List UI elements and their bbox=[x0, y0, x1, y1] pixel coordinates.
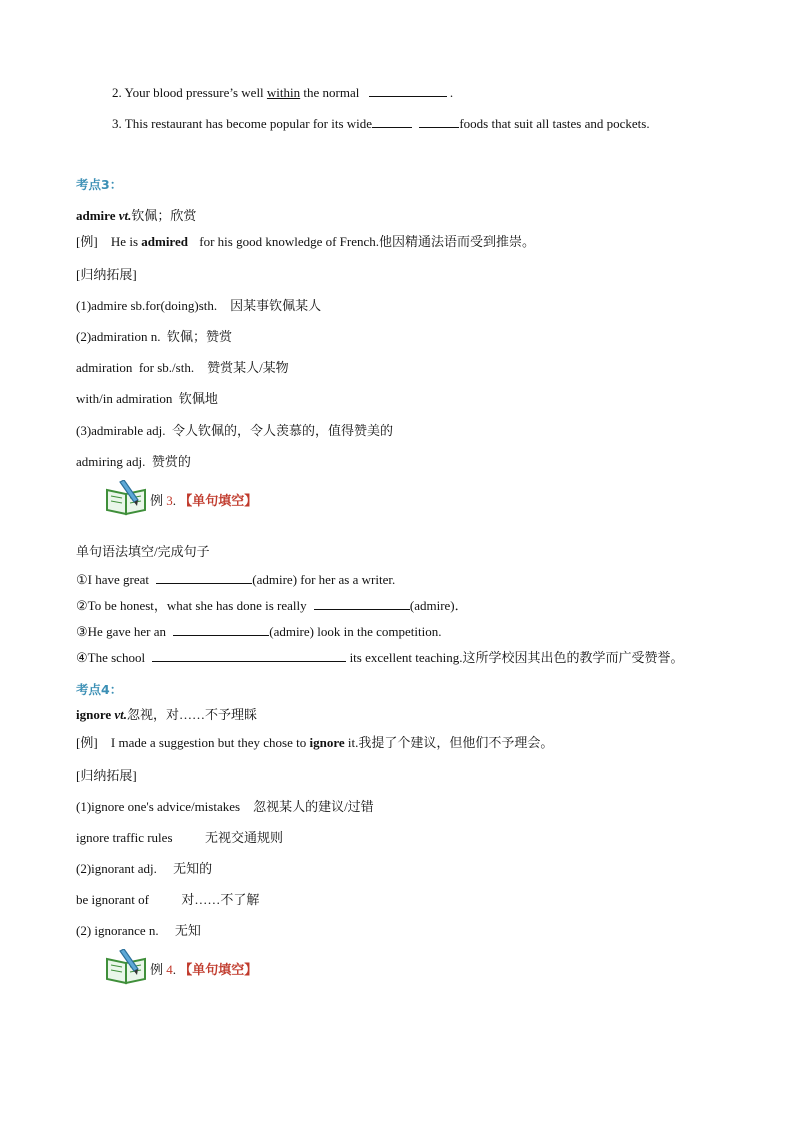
kaodian3-headword bbox=[76, 208, 196, 224]
kaodian3-example bbox=[76, 234, 535, 250]
example-dot: . bbox=[172, 493, 180, 508]
underlined-word: within bbox=[266, 85, 301, 100]
line-text: 2. Your blood pressure’s well bbox=[112, 85, 267, 100]
bracket: 】 bbox=[244, 963, 258, 978]
question-text: (admire)． bbox=[409, 598, 468, 613]
kaodian3-item: admiration for sb./sth. 赞赏某人/某物 bbox=[76, 360, 289, 375]
headword: ignore bbox=[76, 707, 112, 722]
example-tag: [例] bbox=[76, 735, 98, 750]
example-text: I made a suggestion but they chose to bbox=[110, 735, 310, 750]
example3-question-4 bbox=[76, 649, 684, 666]
line-text: the normal bbox=[300, 85, 360, 100]
line-text: 3. This restaurant has become popular for its wide bbox=[112, 116, 373, 131]
example-keyword: admired bbox=[141, 234, 188, 249]
example-keyword: ignore bbox=[309, 735, 345, 750]
kaodian4-example bbox=[76, 735, 553, 751]
kaodian4-item: (1)ignore one's advice/mistakes 忽视某人的建议/过错 bbox=[76, 799, 374, 814]
kaodian3-item: (2)admiration n. 钦佩；赞赏 bbox=[76, 329, 232, 344]
example-dot: . bbox=[172, 962, 180, 977]
book-pencil-icon bbox=[104, 480, 150, 516]
answer-blank[interactable] bbox=[369, 84, 447, 97]
kaodian3-item: (1)admire sb.for(doing)sth. 因某事钦佩某人 bbox=[76, 298, 322, 313]
question-text: ②To be honest，what she has done is really bbox=[76, 598, 310, 613]
kaodian3-item: (3)admirable adj. 令人钦佩的，令人羡慕的，值得赞美的 bbox=[76, 423, 394, 438]
example-tag: [例] bbox=[76, 234, 98, 249]
meaning: 忽视，对……不予理睬 bbox=[127, 707, 258, 722]
example4-title bbox=[150, 959, 257, 978]
example-number: 4 bbox=[166, 962, 173, 977]
question-text: (admire) look in the competition. bbox=[269, 624, 442, 639]
answer-blank[interactable] bbox=[419, 115, 459, 128]
kaodian3-summary-tag: [归纳拓展] bbox=[76, 267, 137, 282]
part-of-speech: vt. bbox=[114, 707, 128, 722]
answer-blank[interactable] bbox=[173, 623, 269, 636]
kaodian4-item: (2) ignorance n. 无知 bbox=[76, 923, 201, 938]
example-type: 单句填空 bbox=[192, 963, 245, 978]
bracket: 【 bbox=[179, 494, 193, 509]
kaodian4-item: (2)ignorant adj. 无知的 bbox=[76, 861, 213, 876]
kaodian4-item: ignore traffic rules 无视交通规则 bbox=[76, 830, 283, 845]
question-text: its excellent teaching.这所学校因其出色的教学而广受赞誉。 bbox=[346, 650, 684, 665]
example3-question-1 bbox=[76, 571, 395, 588]
example-text: for his good knowledge of French.他因精通法语而受到推崇。 bbox=[195, 234, 536, 249]
example-type: 单句填空 bbox=[192, 494, 245, 509]
question-text: ①I have great bbox=[76, 572, 153, 587]
kaodian4-summary-tag: [归纳拓展] bbox=[76, 768, 137, 783]
example-text: He is bbox=[110, 234, 142, 249]
answer-blank[interactable] bbox=[372, 115, 412, 128]
answer-blank[interactable] bbox=[152, 649, 346, 662]
kaodian3-item: admiring adj. 赞赏的 bbox=[76, 454, 191, 469]
bracket: 【 bbox=[179, 963, 193, 978]
line-text: foods that suit all tastes and pockets. bbox=[459, 116, 650, 131]
kaodian3-item: with/in admiration 钦佩地 bbox=[76, 391, 218, 406]
question-text: ③He gave her an bbox=[76, 624, 170, 639]
kaodian4-heading: 考点4： bbox=[76, 682, 123, 697]
example-text: it.我提了个建议，但他们不予理会。 bbox=[344, 735, 554, 750]
exercise-line-2 bbox=[112, 84, 453, 101]
bracket: 】 bbox=[244, 494, 258, 509]
example3-question-2 bbox=[76, 597, 468, 614]
kaodian4-item: be ignorant of 对……不了解 bbox=[76, 892, 260, 907]
answer-blank[interactable] bbox=[156, 571, 252, 584]
book-pencil-icon bbox=[104, 949, 150, 985]
example3-question-3 bbox=[76, 623, 441, 640]
example-number: 3 bbox=[166, 493, 173, 508]
example3-title bbox=[150, 490, 257, 509]
answer-blank[interactable] bbox=[314, 597, 410, 610]
example3-instruction: 单句语法填空/完成句子 bbox=[76, 544, 210, 559]
example-prefix: 例 bbox=[150, 962, 167, 977]
line-text: . bbox=[446, 85, 454, 100]
kaodian4-headword bbox=[76, 707, 257, 723]
headword: admire bbox=[76, 208, 116, 223]
meaning: 钦佩；欣赏 bbox=[131, 208, 197, 223]
question-text: ④The school bbox=[76, 650, 149, 665]
exercise-line-3 bbox=[112, 115, 650, 132]
part-of-speech: vt. bbox=[118, 208, 132, 223]
kaodian3-heading: 考点3： bbox=[76, 177, 123, 192]
question-text: (admire) for her as a writer. bbox=[252, 572, 396, 587]
example-prefix: 例 bbox=[150, 493, 167, 508]
